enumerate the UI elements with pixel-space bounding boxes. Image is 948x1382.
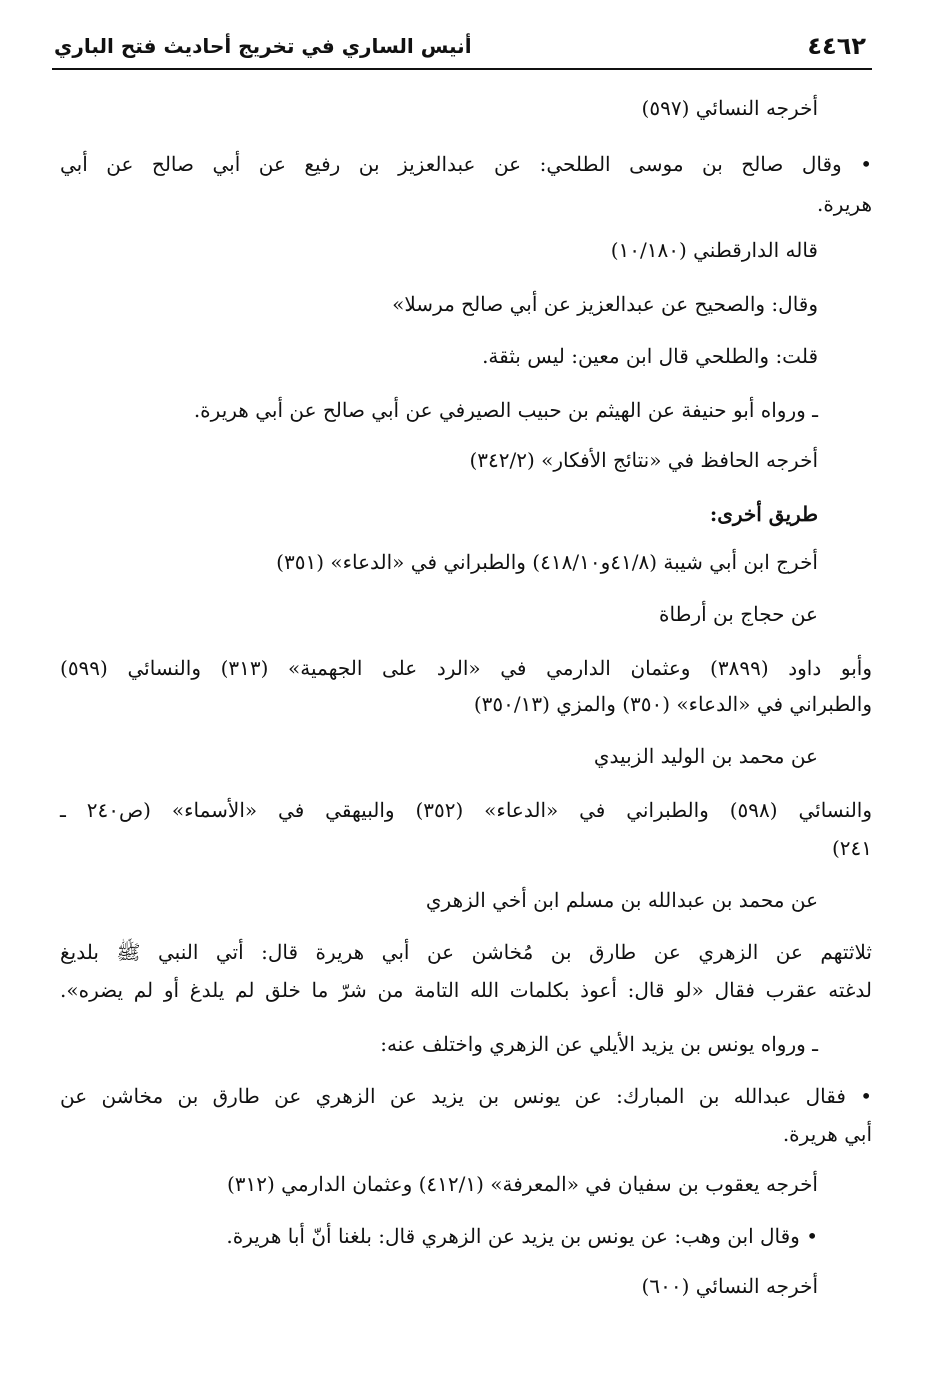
text-line: وقال: والصحيح عن عبدالعزيز عن أبي صالح مرسلا» <box>392 292 818 316</box>
text-line: قلت: والطلحي قال ابن معين: ليس بثقة. <box>482 344 818 368</box>
text-line: • وقال ابن وهب: عن يونس بن يزيد عن الزهري قال: بلغنا أنّ أبا هريرة. <box>226 1224 818 1248</box>
text-line: أخرجه يعقوب بن سفيان في «المعرفة» (٤١٢/١) وعثمان الدارمي (٣١٢) <box>226 1172 818 1196</box>
header-rule <box>52 68 872 70</box>
text-line: والطبراني في «الدعاء» (٣٥٠) والمزي (٣٥٠/١٣) <box>473 692 872 716</box>
text-line: • فقال عبدالله بن المبارك: عن يونس بن يزيد عن الزهري عن طارق بن مخاشن عن <box>60 1084 872 1108</box>
text-line: ـ ورواه يونس بن يزيد الأيلي عن الزهري واختلف عنه: <box>380 1032 818 1056</box>
section-heading: طريق أخرى: <box>709 502 818 526</box>
text-line: والنسائي (٥٩٨) والطبراني في «الدعاء» (٣٥٢) والبيهقي في «الأسماء» (ص٢٤٠ ـ <box>60 798 872 822</box>
text-line: وأبو داود (٣٨٩٩) وعثمان الدارمي في «الرد على الجهمية» (٣١٣) والنسائي (٥٩٩) <box>60 656 872 680</box>
text-line: هريرة. <box>816 192 872 216</box>
text-line: ـ ورواه أبو حنيفة عن الهيثم بن حبيب الصيرفي عن أبي صالح عن أبي هريرة. <box>193 398 818 422</box>
text-line: أخرجه الحافظ في «نتائج الأفكار» (٣٤٢/٢) <box>469 448 818 472</box>
text-line: أخرجه النسائي (٦٠٠) <box>641 1274 818 1298</box>
text-line: لدغته عقرب فقال «لو قال: أعوذ بكلمات الله التامة من شرّ ما خلق لم يلدغ أو لم يضره». <box>60 978 873 1002</box>
text-line: • وقال صالح بن موسى الطلحي: عن عبدالعزيز بن رفيع عن أبي صالح عن أبي <box>60 152 872 176</box>
running-title: أنيس الساري في تخريج أحاديث فتح الباري <box>54 34 472 58</box>
text-line: أخرج ابن أبي شيبة (٤١/٨و٤١٨/١٠) والطبراني في «الدعاء» (٣٥١) <box>276 550 818 574</box>
page-header <box>52 28 872 70</box>
text-line: قاله الدارقطني (١٠/١٨٠) <box>610 238 818 262</box>
page-number: ٤٤٦٢ <box>807 32 866 60</box>
text-line: أخرجه النسائي (٥٩٧) <box>641 96 818 120</box>
text-line: عن محمد بن الوليد الزبيدي <box>593 744 818 768</box>
text-line: أبي هريرة. <box>782 1122 872 1146</box>
text-line: ثلاثتهم عن الزهري عن طارق بن مُخاشن عن أبي هريرة قال: أتي النبي ﷺ بلديغ <box>60 940 872 964</box>
text-line: ٢٤١) <box>831 836 872 860</box>
text-line: عن محمد بن عبدالله بن مسلم ابن أخي الزهري <box>425 888 818 912</box>
text-line: عن حجاج بن أرطاة <box>658 602 818 626</box>
